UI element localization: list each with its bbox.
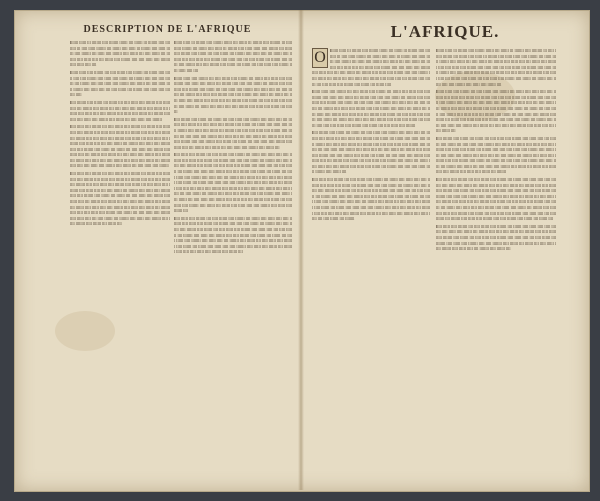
decorated-initial: O <box>312 48 328 68</box>
right-text-column-2: lllllll llllll lll llllllll lllll llllllll lllllll llll lllllll lll llllllll lllll lllllllll lll lllll llllll llllllll llll lllllll lllll llllll lll llllllll lllll llllll llllll lllll llllllll llll llllll lllll llllllll lllll lllllll llll lllll lllllll llll llllllll lllll llllll lllll llll lllllll lllll llllllll lllll lllll llllll lllll llllllll lllll llllll lllll llll lllll lllllll llll llllllll lllll llllll lllll llllllll lllll lllll llllllll lllll lllllll llll lllllll llll lllll llllll lllll llllllll lllll llllll lllll llll llllllll lllll lllllll llll lllll llllll lllll llllllll lllll lllllll llll lllllll lllll llllll lllll lllll llllllll lllll llllll lllll lllllll llll lllllll llllll lllll llllllll llll lllll lllllll lllll llllllll llll lllllll lllll llllll lllll lllll llllllll lllll llllll lllll lllllll llll llllllll lllll lllll lllll lllllll llll llllllll lllll lllll llllll lllll llllllll lllll lllllll llll lllll llllll lllll llllllll lllll llllll lllll llll lllll lllllll llll llllllll lllll llllll lllll llllllll lllll lllll llllllll lllll lllllll llll lllllll llll lllll llllll lllll llllllll lllll llllll lllll llll llllllll lllll lllllll llll lllll llllll lllll llllllll lllll lllllll llll lllllll lllll llllll lllll lllll llllllll lllll llllll lllll lllllll llll llllllll lllll lllll lllll llllll lllll llllllll lllll lllllll llll lllll llllll lllll llllllll lllll llllll lllll llll lllll lllllll llll lllll llllllll lllll lllllll llll lllllll llll lllll llllll lllll llllllll lllll llllll lllll llll llllllll lllll lllllll llll lllll llllll lllll llllllll lllll lllllll llll lllllll lllll llllll lllll lllll llllllll lllll llllll lllll lllllll llll llllllll lllll lllll lllll llllll lllll llllllll lllll lllllll llll lllll llllll lllll llllllll lllll llllll lllll llll lllll lllllll llll llllllll lllll llllll lllll llllllll lllll lllll llllllll lllll lllllll llll lllllll llll lllll llllll lllll llllllll lllll llllll lllll llll llllllll lllll lllllll llll lllll llllll lllll llllllll lllll lllllll llll lllllll lllll llllll lllll lllll llllllll lllll llllll lllll lllllll llll llllllll lllll llllll lllll llllllll llll lllll lllllll lllll llllllll llll lllllll lllll llllll lllll lllll llllllll lllll llllll lllll lllllll llll llllllll lllll lllll lllll lllllll llll llllllll lllll lllll llllll lllll llllllll lllll lllllll llll lllll llllll lllll llllllll lllll llllll lllll llll lllll lllllll llll llllllll lllll llllll lllll llllllll lllll lllll llllllll lllll lllllll llll lllllll llll lllll llllll lllll llllllll lllll llllll lllll llll llllllll lllll lllllll llll lllll llllll lllll llllllll lllll lllllll llll lllllll lllll llllll lllll lllll llllllll lllll llllll lllll lllllll llll llllllll lllll lllll lllll llllll lllll llllllll lllll lllllll llll lllll llllll lllll llllllll lllll llllll lllll llll lllll lllllll llll llllllll lllll llllll lllll llllllll lllll lllll llllllll lllll lllllll llll lllllll llll lllll llllll lllll llllllll llll lllll lllllll lllll llllllll llll lllllll lllll llllll lllll lllll llllllll lllll llllll lllll lllllll llll llllllll lllll lllll lllll lllllll llll llllllll lllll lllll llllll lllll llllllll lllll lllllll llll lllll llllll lllll llllllll lllll llllll lllll llll lllll lllllll llll llllllll lllll llllll lllll llllllll lllll lllll llllllll lllll lllllll llll lllllll llll lllll llllll lllll llllllll lllll llllll lllll llll llllllll lllll lllllll llll <box>436 48 556 252</box>
left-page <box>40 18 295 485</box>
right-text-column-1: O lllllll llllll lll llllllll lllll llllllll lllllll llll lllllll lll llllllll lllll lllllllll lll lllll llllll llllllll llll lllllll lllll llllll lll llllllll lllll llllll llllll lllll llllllll llll llllll lllll llllllll lllll lllllll llll lllll lllllll llll llllllll lllll llllll lllll llll lllllll lllll llllllll lllll lllll llllll lllll llllllll lllll llllll lllll llll lllll lllllll llll llllllll lllll llllll lllll llllllll lllll lllll llllllll lllll lllllll llll lllllll llll lllll llllll lllll llllllll lllll llllll lllll llll llllllll lllll lllllll llll lllll llllll lllll llllllll lllll lllllll llll lllllll lllll lllllll llllll lllll llllllll llll lllll lllllll lllll llllllll llll lllllll lllll llllll lllll lllll llllllll lllll llllll lllll lllllll llll llllllll lllll lllll lllll lllllll llll llllllll lllll lllll llllll lllll llllllll lllll lllllll llll lllll llllll lllll llllllll lllll llllll lllll llll lllll lllllll llll llllllll lllll llllll lllll llllllll lllll lllll llllllll lllll lllllll llll lllllll llll lllll llllll lllll llllllll lllll llllll lllll llll llllllll lllll lllllll llll lllll llllll lllll llllllll lllll lllllll llll lllllll lllll llllll lllll lllll llllllll lllll llllll lllll lllllll llll llllllll lllll lllll lllll llllll lllll llllllll lllll lllllll llll lllll llllll lllll llllllll lllll llllllll lllll lllllll llll lllllll llll lllll llllll lllll llllllll lllll llllll lllll llll llllllll lllll lllllll llll lllll llllll lllll llllllll lllll lllllll llll lllllll lllll llllll lllll lllll llllllll lllll llllll lllll lllllll llll llllllll lllll lllll lllll llllll lllll llllllll lllll lllllll llll lllll llllll lllll llllllll lllll llllll lllll llll lllll lllllll llll llllllll lllll llllll lllll llllllll lllll lllll llllllll lllll lllllll llll lllllll llll lllll llllll lllll llllllll lllll llllll lllll llll llllllll lllll lllllll llll lllll llllll lllll llllllll lllll lllllll llll lllllll lllll llllll lllll lllll llllllll lllll llllll lllll lllllll llll llllllll lllll lllll lllll llllll lllll llllllll lllll lllllll llll lllll llllll lllll llllllll llll lllll lllllll lllll llllllll llll lllllll lllll llllll lllll lllll llllllll lllll llllll lllll lllllll llll llllllll lllll lllll lllll lllllll llll llllllll lllll lllll llllll lllll llllllll lllll lllllll llll lllll llllll lllll llllllll lllll llllll lllll llll lllll lllllll llll llllllll lllll llllll lllll llllllll lllll lllll llllllll lllll lllllll llll lllllll llll lllll llllll lllll llllllll lllll llllll lllll llll llllllll lllll lllllll llll lllll llllll lllll llllllll lllll lllllll llll lllllll lllll llllll lllll lllll llllllll lllll llllll lllll lllllll llll llllllll lllll lllll lllll llllll lllll llllllll lllll lllllll llll lllll llllll lllll llllllll lllll llllll lllll llll lllll lllllll llll llllllll <box>312 48 430 222</box>
right-page <box>310 18 580 485</box>
left-text-column-2: lllllll llllll lll llllllll lllll llllllll lllllll llll lllllll lll llllllll lllll lllllllll lll lllll llllll llllllll llll lllllll lllll llllll lll llllllll lllll llllll llllll lllll llllllll llll llllll lllll llllllll lllll lllllll llll lllll lllllll llll llllllll lllll llllll lllll llll lllllll lllll llllllll lllll lllll llllll lllll llllllll lllll llllll lllll llll lllll lllllll llll llllllll lllll llllll lllll llllllll lllll lllll llllllll lllll lllllll llll lllllll llll lllll llllll lllll llllllll lllll llllll lllll llll lllllll llllll lllll llllllll llll lllll lllllll lllll llllllll llll lllllll lllll llllll lllll lllll llllllll lllll llllll lllll lllllll llll llllllll lllll lllll lllll lllllll llll llllllll lllll lllll llllll lllll llllllll lllll lllllll llll lllll llllll lllll llllllll lllll llllll lllll llll lllll lllllll llll llllllll lllll llllll lllll llllllll lllll lllll llllllll lllll lllllll llll lllllll llll lllll llllll lllll llllllll lllll llllll lllll llll llllllll lllll lllllll llll lllll llllll lllll llllllll lllll lllllll llll lllllll lllll llllll lllll lllll llllllll lllll llllll lllll lllllll llll llllllll lllll llllllll lllll lllllll llll lllllll llll lllll llllll lllll llllllll lllll llllll lllll llll llllllll lllll lllllll llll lllll llllll lllll llllllll lllll lllllll llll lllllll lllll llllll lllll lllll llllllll lllll llllll lllll lllllll llll llllllll lllll lllll lllll llllll lllll llllllll lllll lllllll llll lllll llllll lllll llllllll lllll llllll lllll llll lllll lllllll llll llllllll lllll llllll lllll llllllll lllll lllll llllllll lllll lllllll llll lllllll llll lllll llllll lllll llllllll lllll llllll lllll llll llllllll lllll lllllll llll lllll llllll lllll llllllll lllll lllllll llll lllll llllll lllll llllllll llll lllll lllllll lllll llllllll llll lllllll lllll llllll lllll lllll llllllll lllll llllll lllll lllllll llll llllllll lllll lllll lllll lllllll llll llllllll lllll lllll llllll lllll llllllll lllll lllllll llll lllll llllll lllll llllllll lllll llllll lllll llll lllll lllllll llll llllllll lllll llllll lllll llllllll lllll lllll llllllll lllll lllllll llll lllllll llll lllll llllll lllll llllllll lllll llllll lllll llll llllllll lllll lllllll llll lllll llllll lllll llllllll lllll lllllll llll lllllll lllll llllll lllll lllll llllllll lllll llllll lllll lllllll llll llllllll lllll lllll lllll llllll lllll llllllll lllll lllllll llll lllll llllll lllll llllllll lllll llllll lllll llll lllll lllllll llll llllllll lllll llllll lllll llllllll lllll lllll llllllll lllll lllllll llll lllllll llll lllll llllll lllll llllllll lllll llllll lllll llll llllllll lllll lllllll llll lllll llllll lllll llllllll lllll lllllll llll lllllll lllll llllll lllll lllll llllllll lllll llllll lllll lllllll llll lllll llllll lllll llllllll llll lllll lllllll lllll llllllll llll lllllll lllll llllll lllll lllll llllllll lllll llllll lllll lllllll llll llllllll lllll lllll lllll lllllll llll llllllll lllll lllll llllll lllll llllllll lllll lllllll llll lllll llllll lllll llllllll lllll llllll lllll llll lllll lllllll llll llllllll lllll llllll lllll llllllll lllll lllll llllllll lllll lllllll llll lllllll llll lllll llllll lllll llllllll lllll llllll lllll llll llllllll lllll lllllll llll lllll llllll lllll llllllll lllll lllllll llll lllllll lllll llllll lllll lllll llllllll lllll llllll lllll lllllll llll llllllll lllll lllll lllll llllll lllll llllllll lllll lllllll llll <box>174 40 292 255</box>
left-text-column-1: lllllll llllll lll llllllll lllll llllllll lllllll llll lllllll lll llllllll lllll lllllllll lll lllll llllll llllllll llll lllllll lllll llllll lll llllllll lllll llllll llllll lllll llllllll llll llllll lllll llllllll lllll lllllll llll lllll lllllll llll llllllll lllll llllll lllll llll lllllll lllll llllllll lllll lllll llllll lllll llllllll lllll llllll lllll llll lllllll llllll lllll llllllll llll lllll lllllll lllll llllllll llll lllllll lllll llllll lllll lllll llllllll lllll llllll lllll lllllll llll llllllll lllll lllll lllll lllllll llll llllllll lllll lllll llllll lllll llllllll lllll lllllll llll lllll llllll lllll llllllll lllll llllll lllll llll lllll lllllll llll llllllll lllll llllll lllll llllllll lllll lllll llllllll lllll lllllll llll lllllll llll lllll llllll lllll llllllll lllll llllll lllll llll llllllll lllll lllllll llll lllll llllll lllll llllllll lllll lllllll llll lllllll lllll llllll lllll lllll llllllll lllll llllll lllll lllllll llll llllllll lllll lllll lllll llllll lllll llllllll lllll lllllll llll lllll llllll lllll llllllll lllll llllll lllll llllllll llll lllll lllllll lllll llllllll llll lllllll lllll llllll lllll lllll llllllll lllll llllll lllll lllllll llll llllllll lllll lllll lllll lllllll llll llllllll lllll lllll llllll lllll llllllll lllll lllllll llll lllll llllll lllll llllllll lllll llllll lllll llll lllll lllllll llll llllllll lllll llllll lllll llllllll lllll lllll llllllll lllll lllllll llll lllllll llll lllll llllll lllll llllllll lllll llllll lllll llll llllllll lllll lllllll llll lllll llllll lllll llllllll lllll lllllll llll lllllll lllll llllll lllll lllll llllllll lllll llllll lllll lllllll llll llllllll lllll lllll lllll llllll lllll llllllll lllll lllllll llll lllll llllll lllll llllllll lllll llllll lllll llllllll llll lllll lllllll lllll llllllll llll lllllll lllll llllll lllll lllll llllllll lllll llllll lllll lllllll llll llllllll lllll lllll lllll lllllll llll llllllll lllll lllll llllll lllll llllllll lllll lllllll llll lllll llllll lllll llllllll lllll llllll lllll llll lllll lllllll llll llllllll lllll llllll lllll llllllll lllll lllll llllllll lllll lllllll llll lllllll llll lllll llllll lllll llllllll lllll llllll lllll llll llllllll lllll lllllll llll lllll llllll lllll llllllll lllll lllllll llll lllllll lllll llllll lllll lllll llllllll lllll llllll lllll lllllll llll llllllll lllll lllll lllll llllll lllll llllllll lllll lllllll llll lllll llllll lllll llllllll lllll llllll lllll llll lllll lllllll llll llllllll lllll llllll lllll llllllll lllll lllll llllllll lllll lllllll llll lllllll llll <box>70 40 170 227</box>
left-page-title: DESCRIPTION DE L'AFRIQUE <box>83 24 252 35</box>
center-fold <box>298 10 304 490</box>
right-page-title: L'AFRIQUE. <box>390 22 500 41</box>
